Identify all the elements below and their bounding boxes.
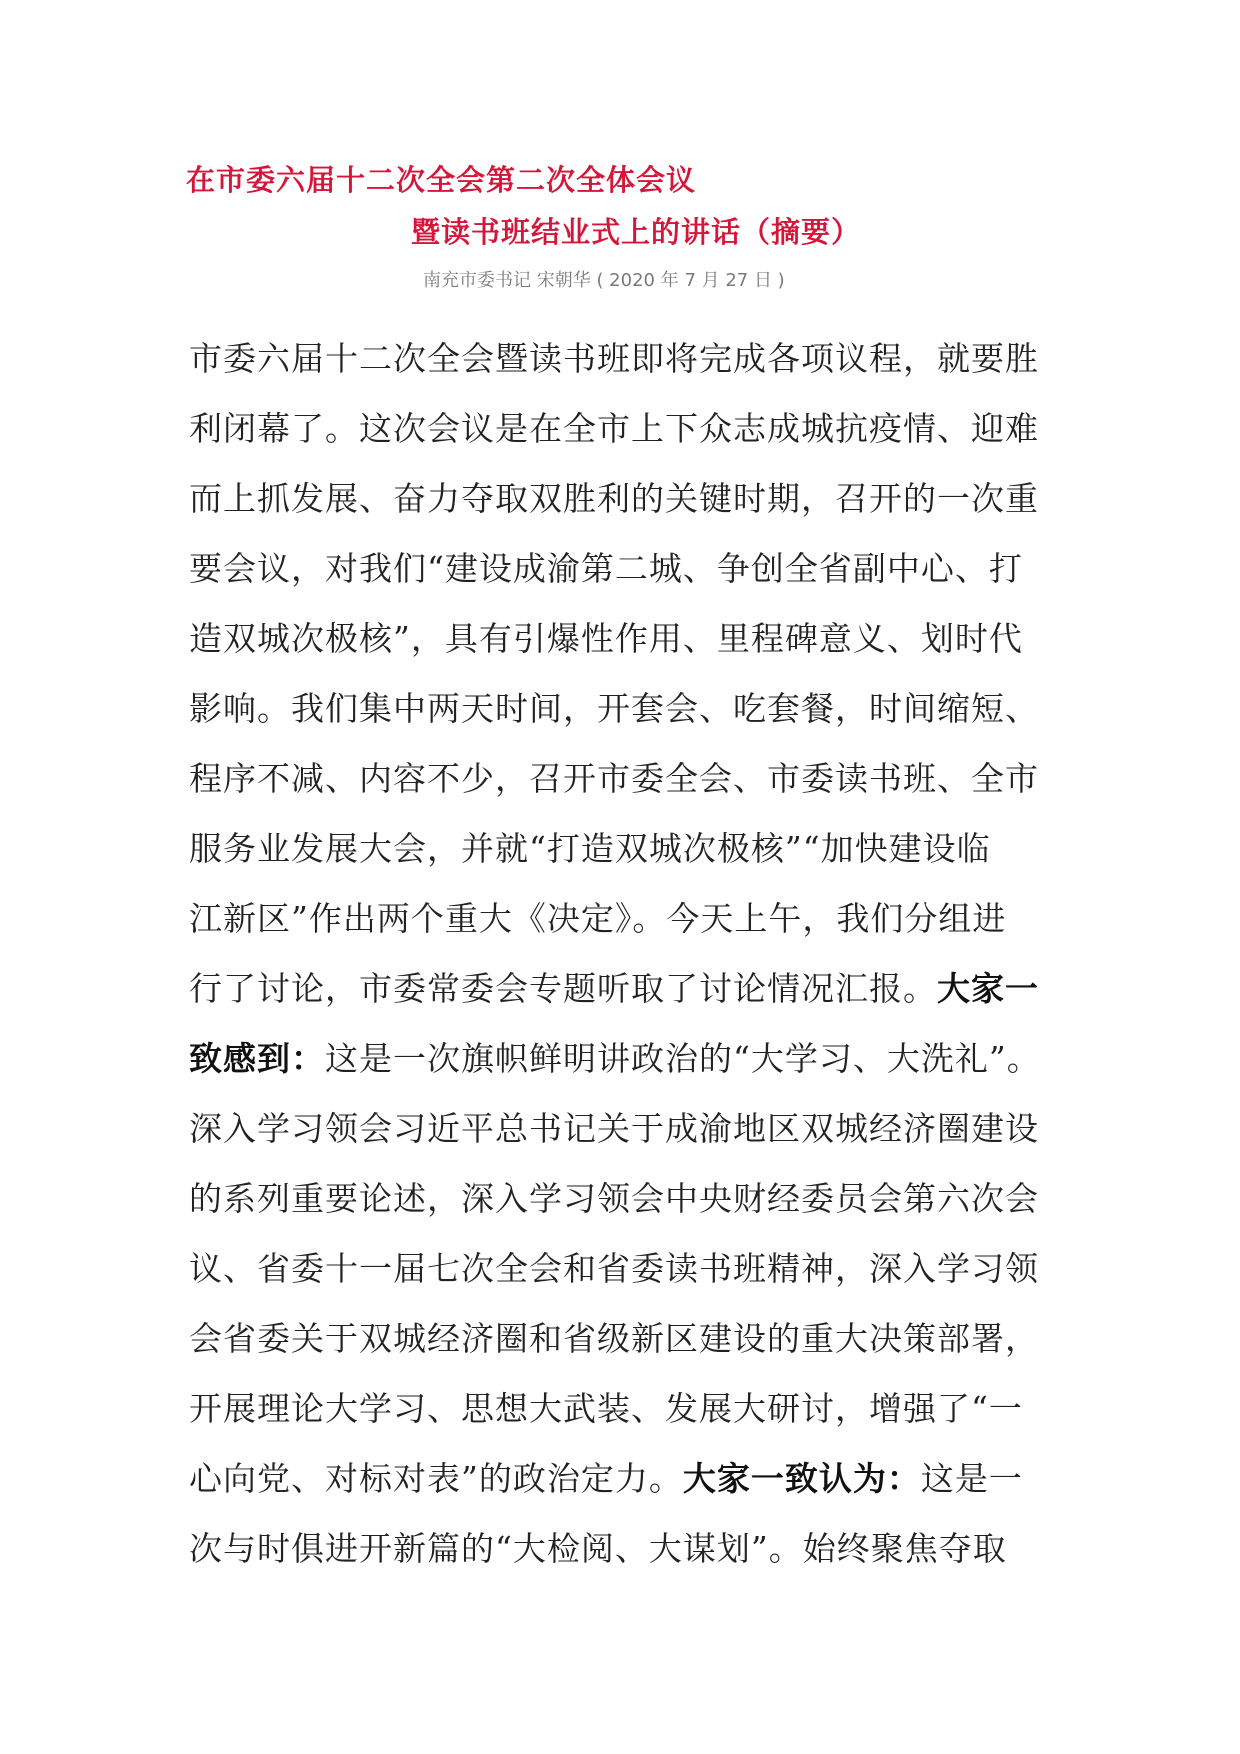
body-segment: 次与时俱进开新篇的“大检阅、大谋划”。始终聚焦夺取 (189, 1529, 1007, 1568)
body-segment: 深入学习领会习近平总书记关于成渝地区双城经济圈建设 (189, 1109, 1039, 1148)
body-segment: 行了讨论，市委常委会专题听取了讨论情况汇报。 (189, 969, 937, 1008)
body-line (189, 1094, 1069, 1164)
body-line (189, 534, 1069, 604)
body-segment: 的系列重要论述，深入学习领会中央财经委员会第六次会 (189, 1179, 1039, 1218)
body-segment: 心向党、对标对表”的政治定力。 (189, 1459, 683, 1498)
body-line (189, 884, 1069, 954)
body-segment: 会省委关于双城经济圈和省级新区建设的重大决策部署， (189, 1319, 1039, 1358)
body-line (189, 1514, 1069, 1584)
body-line (189, 604, 1069, 674)
body-line (189, 1024, 1069, 1094)
body-line (189, 324, 1069, 394)
body-segment: 影响。我们集中两天时间，开套会、吃套餐，时间缩短、 (189, 689, 1039, 728)
body-segment: 这是一 (920, 1459, 1023, 1498)
body-line (189, 464, 1069, 534)
emphasis-phrase: 大家一 (937, 969, 1039, 1008)
title-line-2: 暨读书班结业式上的讲话（摘要） (411, 215, 862, 249)
byline: 南充市委书记 宋朝华 ( 2020 年 7 月 27 日 ) (423, 270, 785, 291)
body-line (189, 1304, 1069, 1374)
emphasis-phrase: 致感到： (189, 1039, 325, 1078)
body-segment: 服务业发展大会，并就“打造双城次极核”“加快建设临 (189, 829, 991, 868)
body-line (189, 954, 1069, 1024)
body-segment: 这是一次旗帜鲜明讲政治的“大学习、大洗礼”。 (325, 1039, 1041, 1078)
body-text (189, 324, 1069, 1584)
body-line (189, 1444, 1069, 1514)
body-segment: 利闭幕了。这次会议是在全市上下众志成城抗疫情、迎难 (189, 409, 1039, 448)
title-line-1: 在市委六届十二次全会第二次全体会议 (186, 163, 697, 197)
body-segment: 开展理论大学习、思想大武装、发展大研讨，增强了“一 (189, 1389, 1023, 1428)
emphasis-phrase: 大家一致认为： (682, 1459, 921, 1498)
body-line (189, 744, 1069, 814)
body-segment: 江新区”作出两个重大《决定》。今天上午，我们分组进 (189, 899, 1007, 938)
body-line (189, 814, 1069, 884)
body-line (189, 1374, 1069, 1444)
body-line (189, 1164, 1069, 1234)
body-segment: 要会议，对我们“建设成渝第二城、争创全省副中心、打 (189, 549, 1023, 588)
body-segment: 程序不减、内容不少，召开市委全会、市委读书班、全市 (189, 759, 1039, 798)
body-segment: 造双城次极核”，具有引爆性作用、里程碑意义、划时代 (189, 619, 1023, 658)
body-line (189, 674, 1069, 744)
body-segment: 议、省委十一届七次全会和省委读书班精神，深入学习领 (189, 1249, 1039, 1288)
body-line (189, 1234, 1069, 1304)
body-line (189, 394, 1069, 464)
body-segment: 市委六届十二次全会暨读书班即将完成各项议程，就要胜 (189, 339, 1039, 378)
body-segment: 而上抓发展、奋力夺取双胜利的关键时期，召开的一次重 (189, 479, 1039, 518)
